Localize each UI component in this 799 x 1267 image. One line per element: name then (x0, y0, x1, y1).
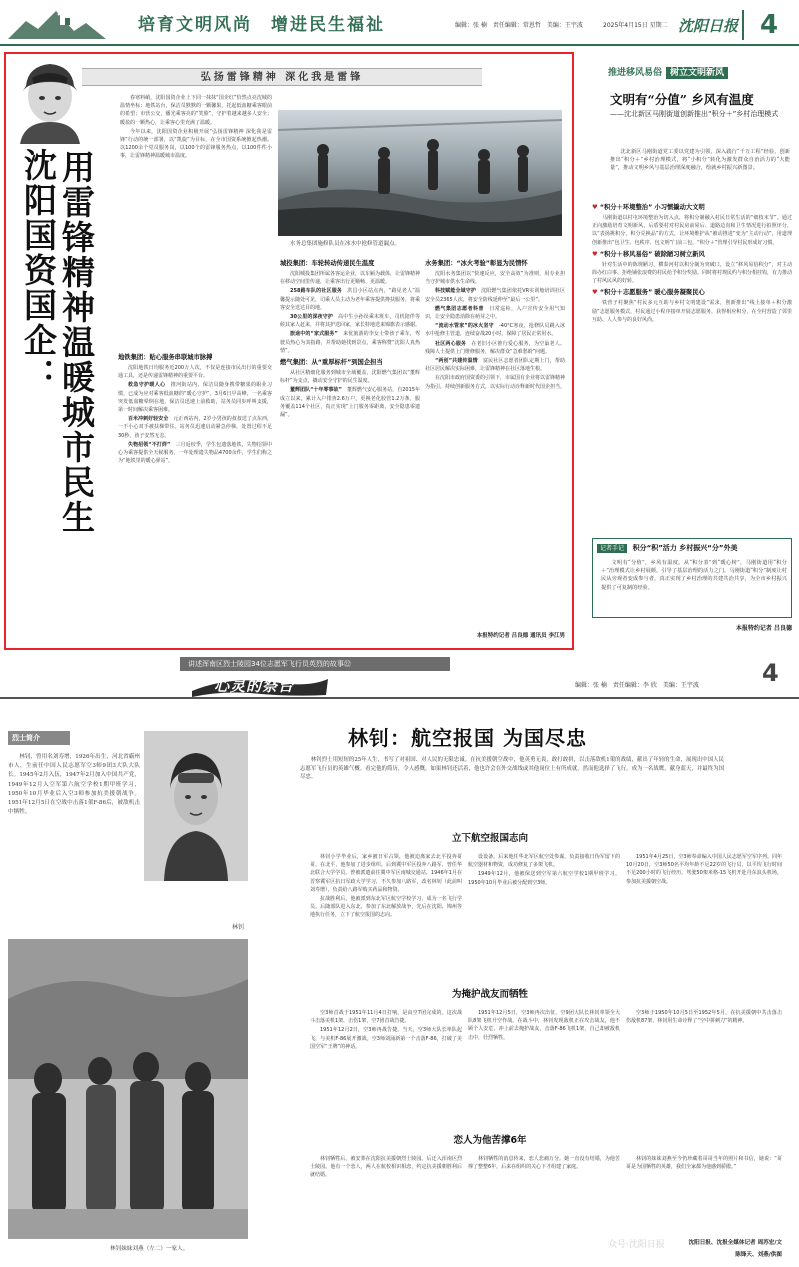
sidebar-tag (608, 67, 728, 81)
profile-text: 林钊，曾用名刘寿增，1926年出生，河北省霸州市人，生前任中国人民志愿军空3师9团3大队大队长。1945年2月入伍，1947年2月加入中国共产党，1949年12月入空军第六航空学校1期甲班学习，1950年10月毕业后入空3师参加抗美援朝战争。1951年12月5日在空战中击落1架F-86后，被敌机击中牺牲。 (8, 754, 140, 816)
reporter-note-label: 记者手记 (597, 544, 627, 553)
sidebar-item-body: 马刚街道以村屯环境整治为切入点，将积分制融入村民日常生活的“细枝末节”。通过正向激励培育文明新风，后盾要村对村民房前屋后、道路边沟和卫生情况进行拍照评分，以“表扬挑积分，积分兑换品”的方式，让环境维护从“被动推进”变为“主动行动”，用道理创新推出“包卫生、包秩序、包文明”门前三包，“积分＋”管理引导村民形成好习惯。 (592, 215, 792, 246)
feature-lead-column (120, 94, 272, 344)
article-title: 林钊：航空报国 为国尽忠 (348, 726, 587, 750)
sidebar-item-body: 针对生活中的陈规陋习，横泰河村以积分制为突破口，设立“移风易俗积分”，对主动简办红白事、拒绝铺张浪费的村民给予积分奖励。同时将村规民约与积分相挂钩，有力推动了村风民风的好转。 (592, 261, 792, 285)
article-para: 林钊牺牲的消息传来，恋人悲痛万分。她一直没有结婚，为他苦撑了整整6年，后来在组织的关心下才组建了家庭。 (468, 1156, 620, 1171)
reporter-note (592, 538, 792, 618)
article-para: 空3师首战于1951年11月4日打响，是由空7团完成的。这次战斗击落美机1架，击伤1架，空7团首战告捷。 (310, 1010, 462, 1025)
masthead-editors: 编辑：张 楠 责任编辑：常恩哲 美编：王宇波 (455, 22, 583, 29)
section-body-water: 沈阳水务集团以“快速反应，安全高效”为准则，用专业担当守护城市供水生命线。 (425, 271, 565, 286)
article-col (310, 1009, 462, 1151)
sidebar-item-head: ♥ “积分＋志愿服务” 暖心服务凝聚民心 (592, 289, 705, 297)
sub-item: 科技赋能全域守护 沈阳燃气集团依托VR实训舱培训社区安全员2365人次，将安全防线延伸至“最后一公里”。 (425, 288, 565, 303)
sub-item: 社区两心服务 在老旧小区推行爱心服务，为空巢老人、残障人士提供上门维修服务，解决群众“急难愁盼”问题。 (425, 340, 565, 355)
sidebar-item-head: ♥ “积分＋移风易俗” 破除陋习树立新风 (592, 250, 705, 258)
article-para: 抗战胜利后，他被派到东北军区航空学校学习，成为一名飞行学员。后随部队进入东北，参加了东北解放战争，先后在沈阳、锦州等地执行任务，立下了航空报国的志向。 (310, 896, 462, 919)
article-byline: 沈阳日报、沈报全媒体记者 周苏宏/文 (688, 1240, 782, 1246)
article-para: 林钊小学毕业后，家乡被日军占领，他被迫离家去北平投奔哥哥。在北平，他参加了进步组织，后到冀中军区投奔八路军，曾任华北联合大学学员，曾被派遣前往冀中军区南城交通站。1946年1月在晋察冀军区抗日军政大学学习，不久参加八路军，改名林钊（此前叫刘寿增），负责给八路军购买药品和物资。 (310, 854, 462, 893)
article-col (626, 1009, 782, 1151)
article-byline-2: 陈锋天、刘燕/供图 (735, 1252, 782, 1258)
watermark: 众号·沈阳日报 (608, 1240, 665, 1250)
lei-feng-portrait-icon (14, 56, 86, 144)
article-para: 1951年4月25日，空3师奉命编入中国人民志愿军空军序列。同年10月20日，空3师50名平均年龄不足22岁的飞行员，以平均飞行时间不足200小时的飞行经历，驾驶50架米格-15飞机开赴丹东浪头机场，参加抗美援朝空战。 (626, 854, 782, 885)
heart-icon: ♥ (592, 289, 598, 297)
bottom-banner (180, 657, 450, 671)
article-section-head: 立下航空报国志向 (451, 833, 528, 844)
article-para: 1949年12月，他被保送到空军第六航空学校1期甲班学习。1950年10月毕业后被分配到空3师。 (468, 871, 620, 886)
article-col (468, 1155, 620, 1261)
profile-label: 烈士简介 (8, 731, 70, 745)
sub-item: 百米冲刺好轻安全 元正西站内，2岁小男孩的叔叔送了点东西，一不小心双手被扶梯带住。站务员迅速启动紧急停梯，处置过程不足30秒，孩子安然无恙。 (118, 416, 272, 439)
article-para: 空3师于1950年10月5日至1952年5月，在抗美援朝中共击落击伤敌机87架，林钊用生命诠释了“空中拼刺刀”的精神。 (626, 1010, 782, 1025)
article-para: 林钊的妹妹刘燕至今仍珍藏着哥哥当年的照片和书信，她说：“哥哥是为国牺牲的英雄，我们全家都为他感到骄傲。” (626, 1156, 782, 1171)
article-col (468, 1009, 620, 1151)
sidebar-tag-right: 树立文明新风 (666, 67, 728, 79)
bottom-page-number: 4 (762, 659, 779, 687)
bottom-section-title: 心灵的祭台 (214, 677, 295, 695)
article-col (310, 853, 462, 977)
section-head-urban: 城投集团：车轮转动传递民生温度 (280, 260, 375, 267)
sidebar-subtitle: ——沈北新区马刚街道创新推出“积分＋”乡村治理模式 (610, 110, 779, 118)
bottom-page (0, 653, 799, 1267)
sidebar-tag-left: 推进移风易俗 (608, 68, 663, 78)
sub-item: 失物招领“不打烊” 三月返校季，学生包遗落地铁，失物招领中心为乘客提供全天候服务，一年处理遗失物品4700余件，学生们称之为“地铁里的暖心驿站”。 (118, 441, 272, 465)
heart-icon: ♥ (592, 204, 598, 211)
reporter-note-title: 积分“积”活力 乡村振兴“分”外美 (632, 544, 738, 552)
feature-lead: 春寒料峭，沈阳国资企业上下同一抹抹“国企红”恰然点亮沈城的温情坐标：地铁站台，保洁员默默的一颗馨果，托起低血糖乘客眼前的希望；市营公交，播光乘客亮的“笑脸”，守护着越来越多人安全；暖盈的一颗热心，让乘客心里充满了温暖。 (120, 95, 272, 126)
feature-col-1 (118, 350, 272, 646)
sidebar-item-head: ♥ “积分＋环境整治” 小习惯撬动大文明 (592, 204, 705, 211)
reporter-note-body: 文明有“分值”，乡风有温度。从“积分表”到“暖心榜”，马刚街道用“积分＋”治理模式让乡村展颜。引导了基层治理的活力之门。马刚街道“积分”制度让村民从旁观者变成参与者，真正实现了乡村治理的共建共治共享，为全市乡村振兴提供了可复制的经验。 (601, 560, 787, 591)
sidebar-lead: 沈北新区马刚街道党工委以党建为引领，深入践行“千万工程”经验，创新推出“积分＋”乡村治理模式，将“小积分”转化为激发群众自治活力的“大能量”，推动文明乡风与基层治理深度融合，绘就乡村振兴新图景。 (610, 149, 790, 172)
article-col (626, 853, 782, 977)
sub-item: 30公里的深夜守护 高中生小孙误乘末班车，司机陪伴等候其家人赶来，并将其护送回家，家长特地送来锦旗表示感谢。 (280, 314, 420, 329)
feature-photo (278, 110, 562, 236)
feature-kicker-text: 弘扬雷锋精神 深化我是雷锋 (200, 72, 364, 83)
masthead-date: 2025年4月15日 星期二 (603, 22, 668, 29)
page-number: 4 (742, 10, 794, 40)
mountain-logo-icon (8, 3, 128, 41)
sub-item: 旅途中的“家式服务” 来优旅游的李女士带孩子乘车，驾驶员热心为其指路，并帮助她找到景点，乘客称赞“沈阳人真热情”。 (280, 331, 420, 354)
feature-vertical-title-2: 沈阳国资国企： (19, 148, 58, 393)
article-para: 林钊牺牲后，被安葬在沈阳抗美援朝烈士陵园。后迁入浑南区烈士陵园。他有一个恋人，两人在航校相识相恋，约定抗美援朝胜利后就结婚。 (310, 1156, 462, 1179)
paper-name: 沈阳日报 (678, 17, 739, 35)
bottom-editors: 编辑：张 楠 责任编辑：李 欣 美编：王宇波 (575, 682, 699, 689)
sub-item: 258路车队的社区服务 洪昌小区站点内，“路见老人”温馨提示随处可见，司乘人员主动为老年乘客提供搀扶服务，将乘客安全送达目的地。 (280, 288, 420, 311)
article-para: 1951年12月2日，空3师再战告捷。当天，空3师大队长率队起飞，与美机F-86展开激战。空3师刘涌新第一个击落F-86，打破了美国空军“王牌”的神话。 (310, 1027, 462, 1050)
sub-item: 救急守护暖人心 推河街站内，保洁员随身携带糖果的职业习惯，已成为应对乘客低血糖的“暖心守护”。3月6日早高峰，一名乘客突发低血糖晕倒在地，保洁员迅速上前救助，站务员同步呼叫支援，第一时间解决乘客困难。 (118, 382, 272, 414)
sidebar-byline: 本报特约记者 吕良德 (735, 625, 792, 632)
masthead-banner: 培育文明风尚 增进民生福祉 (138, 15, 385, 35)
article-col (468, 853, 620, 977)
masthead (0, 0, 799, 46)
heart-icon: ♥ (592, 250, 598, 258)
feature-photo-caption: 水务总集团施修队员在冰水中抢修管道漏点。 (290, 241, 401, 247)
sub-item: “流动水管家”的冰火坚守 -40°C寒夜，抢修队员跳入冰水中抢修主管道，连续奋战20小时，保障了居民正常用水。 (425, 323, 565, 338)
pilot-portrait-caption: 林钊 (232, 924, 245, 931)
section-body-metro: 沈阳地铁日均服务近200万人次，不仅是连接市民出行的重要交通工具，还是传递雷锋精神的重要平台。 (118, 365, 272, 380)
article-section-head: 为掩护战友而牺牲 (451, 989, 528, 1000)
sub-item: 董辉团队“十年零事故” 董辉燃气安心服务站，自2015年成立以来，累计入户排查2.6万户，更换老化胶管1.2万条，服务覆盖114个社区，真正实现“上门服务零距离，安全隐患零遗漏”。 (280, 387, 420, 419)
article-para: 1951年12月5日，空3师再次出征，空9团大队长林钊率领全大队8架飞机升空作战。在战斗中，林钊发现敌机正在攻击战友，他不顾个人安危，冲上前去掩护战友，击落F-86飞机1架，自己却被敌机击中，壮烈牺牲。 (468, 1010, 620, 1041)
section-head-gas: 燃气集团：从“重厚标杆”到国企担当 (280, 359, 383, 367)
sidebar-title: 文明有“分值” 乡风有温度 (610, 92, 754, 107)
article-para: 设设备，后来他任华北军区航空处参谋，负责接收日伪军留下的航空器材和物资，成功修复了多架飞机。 (468, 854, 620, 869)
feature-col-2 (280, 256, 420, 646)
pilot-portrait (144, 731, 248, 881)
article-col (626, 1155, 782, 1237)
bottom-banner-text: 讲述浑南区烈士陵园34位志愿军飞行员英烈的故事㉒ (188, 660, 351, 668)
section-head-metro: 地铁集团：贴心服务串联城市脉搏 (118, 354, 213, 361)
feature-byline: 本报特约记者 吕良德 通讯员 李江男 (476, 633, 565, 639)
sub-item: 燃气集团志愿者科普 日常巡检，入户宣传安全用气知识，让安全隐患消除在萌芽之中。 (425, 305, 565, 321)
section-body-gas: 从社区精细化服务到城市全域覆盖，沈阳燃气集团以“董辉标杆”为支点，撬动安全守护的民生温度。 (280, 370, 420, 385)
sidebar (580, 52, 794, 652)
sidebar-item-body: 铁营子村聚焦“村民多元互助与乡村文明建设”需求，创新推出“线上接单＋积分激励”志愿服务模式，村民通过小程序接单开展志愿服务，获得相应积分，在全村营造了邻里互助、人人参与的良好风尚。 (592, 300, 792, 323)
feature-kicker (82, 68, 482, 86)
section-head-water: 水务集团：“冰火考验”彰显为民情怀 (425, 260, 528, 267)
family-photo-caption: 林钊妹妹刘燕（左二）一家人。 (110, 1246, 189, 1252)
feature-closing: 在沈阳市政府国资委的引领下，市属国有企业将以雷锋精神为指引，持续创新服务方式，以实际行动诠释新时代国企担当。 (425, 375, 565, 390)
feature-col-3 (425, 256, 565, 628)
bottom-rule (0, 697, 799, 699)
sidebar-body (592, 200, 792, 530)
article-col (310, 1155, 462, 1261)
feature-lead-2: 今年以来，沈阳国资企业积极开展“弘扬雷锋精神 深化我是雷锋”行动的统一部署，以“凯旋”为目标，在全市国资系统掀起热潮。以1200余个党员服务岗，以100个的雷锋服务热点，以100件件小事，让雷锋精神温暖城市温度。 (120, 128, 272, 160)
article-intro: 林钊烈士用短短的25年人生，书写了对祖国、对人民的无限忠诚。在抗美援朝空战中，他英勇无畏，敢打敢拼，以击落敌机1架的战绩，献出了年轻的生命，展现出中国人民志愿军飞行员的英雄气概。看完他的简历，令人感慨。如果林钊还活着，他也许会在外交战线或其他岗位上有所成就，然而他选择了飞行，成为一名战鹰，献身蓝天，并最终为国尽忠。 (300, 757, 724, 780)
feature-vertical-title-1: 用雷锋精神温暖城市民生 (57, 150, 96, 535)
section-body-urban: 沈阳城投集团所属各客运企业，以车厢为载体，让雷锋精神在移动空间里传递，让乘客出行更顺畅、更温暖。 (280, 271, 420, 286)
family-photo (8, 939, 248, 1239)
sub-item: “两创”共建传温情 富民社区志愿者团队定期上门，帮助社区居民解决实际困难，让雷锋精神在社区落地生根。 (425, 358, 565, 373)
article-section-head: 恋人为他苦撑6年 (453, 1135, 527, 1146)
